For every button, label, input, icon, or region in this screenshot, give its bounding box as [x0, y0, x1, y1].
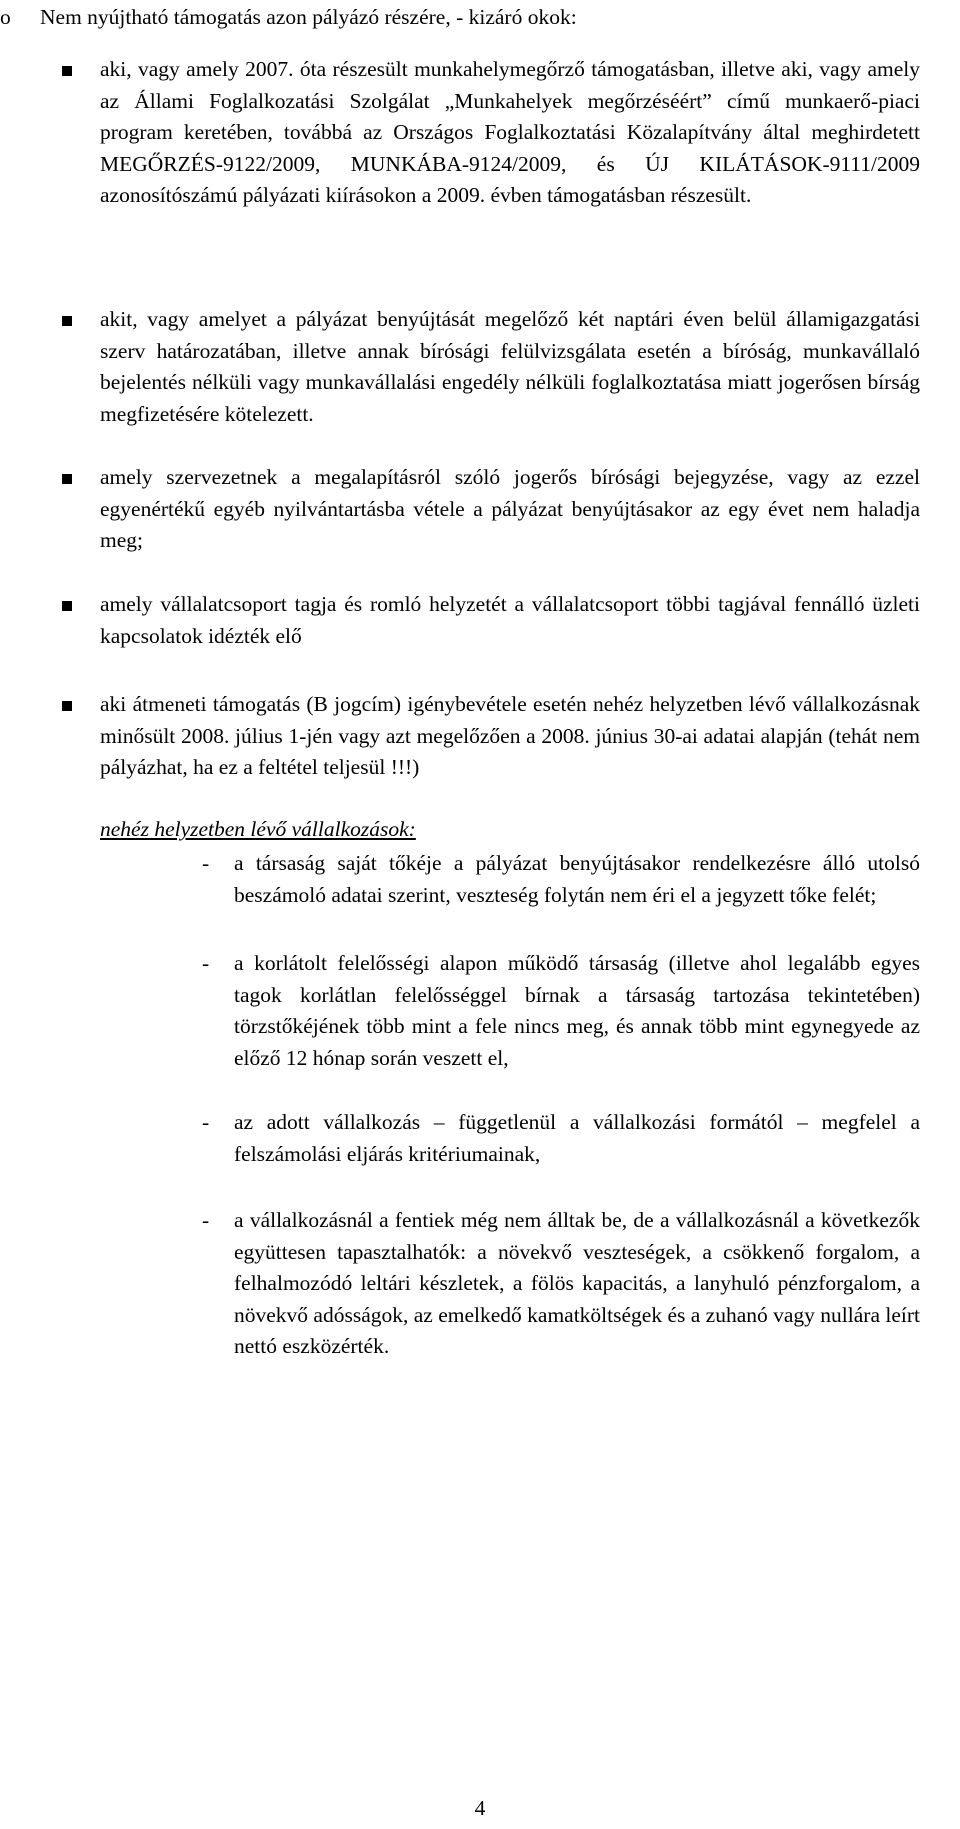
dash-list-item-text: a vállalkozásnál a fentiek még nem álltak be, de a vállalkozásnál a következők együttesen tapasztalhatók: a növekvő veszteségek, a csökkenő forgalom, a felhalmozódó leltári készletek, a fölös kapacitás, a lanyhuló pénzforgalom, a növekvő adósságok, az emelkedő kamatköltségek és a zuhanó vagy nullára leírt nettó eszközérték. — [234, 1208, 920, 1358]
list-item-text: akit, vagy amelyet a pályázat benyújtását megelőző két naptári éven belül államigazgatási szerv határozatában, illetve annak bírósági felülvizsgálata esetén a bíróság, munkavállaló bejelentés nélküli vagy munkavállalási engedély nélküli foglalkoztatása miatt jogerősen bírság megfizetésére kötelezett. — [100, 307, 920, 426]
dash-marker: - — [202, 1110, 210, 1134]
square-bullet-icon — [62, 316, 72, 326]
dash-marker: - — [202, 951, 210, 975]
square-bullet-icon — [62, 701, 72, 711]
list-item-text: amely szervezetnek a megalapításról szóló jogerős bírósági bejegyzése, vagy az ezzel egyenértékű egyéb nyilvántartásba vétele a pályázat benyújtásakor az egy évet nem haladja meg; — [100, 465, 920, 552]
square-bullet-icon — [62, 66, 72, 76]
dash-marker: - — [202, 1208, 210, 1232]
list-item-text: aki átmeneti támogatás (B jogcím) igénybevétele esetén nehéz helyzetben lévő vállalkozásnak minősült 2008. július 1-jén vagy azt megelőzően a 2008. június 30-ai adatai alapján (tehát nem pályázhat, ha ez a feltétel teljesül !!!) — [100, 692, 920, 779]
dash-list-item-text: a társaság saját tőkéje a pályázat benyújtásakor rendelkezésre álló utolsó beszámoló adatai szerint, veszteség folytán nem éri el a jegyzett tőke felét; — [234, 851, 920, 907]
list-item-text: amely vállalatcsoport tagja és romló helyzetét a vállalatcsoport többi tagjával fennálló üzleti kapcsolatok idézték elő — [100, 592, 920, 648]
list-item-text: aki, vagy amely 2007. óta részesült munkahelymegőrző támogatásban, illetve aki, vagy amely az Állami Foglalkozatási Szolgálat „Munkahelyek megőrzéséért” című munkaerő-piaci program keretében, továbbá az Országos Foglalkoztatási Közalapítvány által meghirdetett MEGŐRZÉS-9122/2009, MUNKÁBA-9124/2009, és ÚJ KILÁTÁSOK-9111/2009 azonosítószámú pályázati kiírásokon a 2009. évben támogatásban részesült. — [100, 57, 920, 207]
square-bullet-icon — [62, 474, 72, 484]
dash-list-item-text: az adott vállalkozás – függetlenül a vállalkozási formától – megfelel a felszámolási eljárás kritériumainak, — [234, 1110, 920, 1166]
subheading: nehéz helyzetben lévő vállalkozások: — [100, 817, 416, 841]
page-number: 4 — [474, 1796, 486, 1820]
square-bullet-icon — [62, 601, 72, 611]
dash-list-item-text: a korlátolt felelősségi alapon működő társaság (illetve ahol legalább egyes tagok korlátlan felelősséggel bírnak a társaság tartozása tekintetében) törzstőkéjének több mint a fele nincs meg, és annak több mint egynegyede az előző 12 hónap során veszett el, — [234, 951, 920, 1070]
list-marker-circle: o — [0, 5, 11, 29]
section-heading-text: Nem nyújtható támogatás azon pályázó részére, - kizáró okok: — [40, 5, 577, 29]
dash-marker: - — [202, 851, 210, 875]
